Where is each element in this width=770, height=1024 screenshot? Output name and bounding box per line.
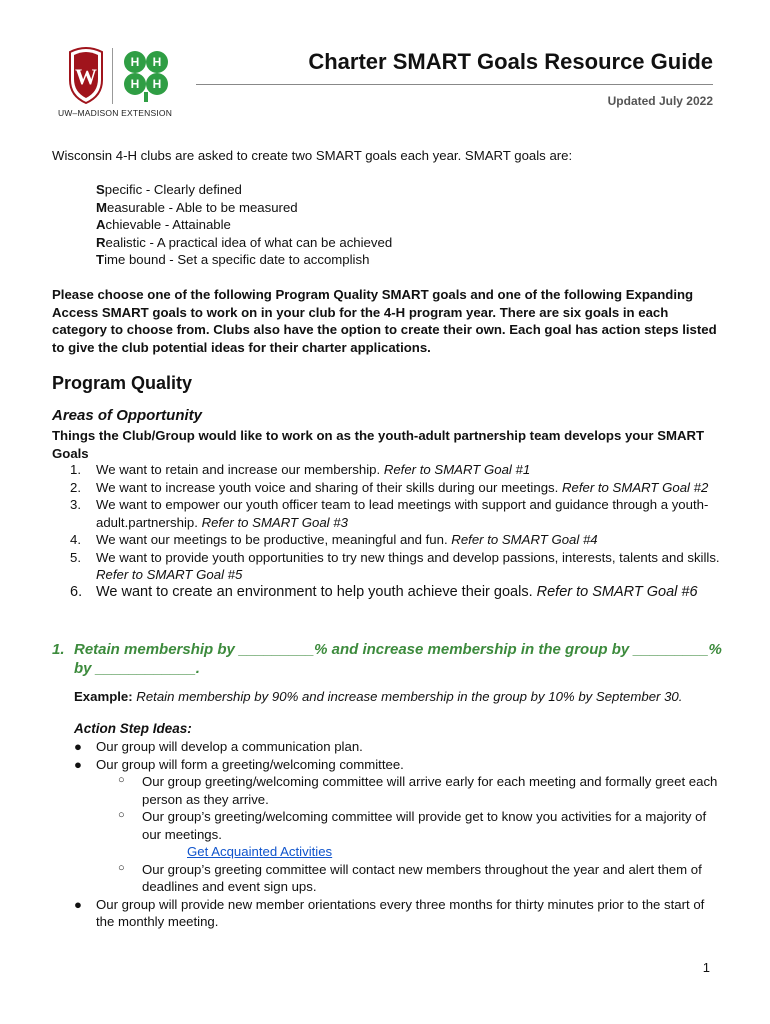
smart-item-time-bound: Time bound - Set a specific date to accomplish	[96, 252, 370, 267]
sub-bullet-icon: ○	[118, 861, 125, 874]
smart-item-specific: Specific - Clearly defined	[96, 182, 242, 197]
list-item: ○ Our group’s greeting committee will contact new members throughout the year and alert them of deadlines and event sign ups.	[118, 861, 702, 894]
page-number: 1	[702, 960, 710, 975]
list-item: 1. We want to retain and increase our membership. Refer to SMART Goal #1	[70, 462, 531, 477]
subsection-description: Things the Club/Group would like to work on as the youth-adult partnership team develops your SMART Goals	[52, 428, 705, 461]
svg-text:H: H	[130, 77, 140, 91]
svg-text:H: H	[152, 77, 162, 91]
updated-date: Updated July 2022	[607, 94, 713, 108]
action-steps-heading: Action Step Ideas:	[74, 721, 192, 736]
logo-divider	[112, 48, 113, 104]
list-item: ● Our group will develop a communication plan.	[74, 739, 363, 754]
bullet-icon: ●	[74, 896, 82, 912]
bullet-icon: ●	[74, 756, 82, 772]
smart-item-measurable: Measurable - Able to be measured	[96, 199, 298, 215]
goal-1-heading: 1. Retain membership by _________% and increase membership in the group by _________% by ____________.	[52, 641, 722, 677]
smart-definition-list	[96, 181, 392, 269]
uw-crest-icon	[66, 46, 106, 104]
svg-text:W: W	[75, 64, 97, 89]
smart-item-achievable: Achievable - Attainable	[96, 217, 231, 232]
logo-block	[58, 46, 178, 122]
subsection-heading: Areas of Opportunity	[52, 407, 203, 424]
action-steps-list	[52, 738, 722, 931]
sub-bullet-icon: ○	[118, 809, 125, 821]
list-item: ● Our group will provide new member orientations every three months for thirty minutes prior to the start of the monthly meeting.	[74, 896, 705, 929]
list-item: ○ Our group’s greeting/welcoming committee will provide get to know you activities for a majority of our meetings.	[118, 809, 707, 842]
svg-text:H: H	[130, 55, 140, 69]
title-divider	[196, 84, 713, 85]
goal-1-example: Example: Retain membership by 90% and increase membership in the group by 10% by September 30.	[74, 689, 683, 704]
sub-bullet-icon: ○	[118, 774, 125, 786]
smart-item-realistic: Realistic - A practical idea of what can be achieved	[96, 234, 393, 250]
section-heading: Program Quality	[52, 373, 193, 393]
list-item: ● Our group will form a greeting/welcoming committee.	[74, 756, 404, 772]
list-item: 2. We want to increase youth voice and sharing of their skills during our meetings. Refer to SMART Goal #2	[70, 479, 709, 495]
list-item: 5. We want to provide youth opportunities to try new things and develop passions, interests, talents and skills. Refer to SMART Goal #5	[70, 549, 720, 582]
intro-paragraph: Wisconsin 4-H clubs are asked to create two SMART goals each year. SMART goals are:	[52, 148, 573, 163]
logo-caption: UW–MADISON EXTENSION	[58, 108, 173, 118]
list-item: 3. We want to empower our youth officer team to lead meetings with support and guidance through a youth-adult.partnership. Refer to SMART Goal #3	[70, 497, 709, 530]
bullet-icon: ●	[74, 739, 82, 754]
opportunities-list	[52, 461, 722, 601]
4h-clover-icon	[120, 48, 172, 102]
list-item: 6. We want to create an environment to help youth achieve their goals. Refer to SMART Goal #6	[70, 583, 698, 600]
link-row	[52, 843, 722, 861]
instructions-paragraph: Please choose one of the following Program Quality SMART goals and one of the following Expanding Access SMART goals to work on in your club for the 4-H program year. There are six goals in each category to choose from. Clubs also have the option to create their own. Each goal has action steps listed to give the club potential ideas for their charter applications.	[52, 287, 717, 355]
list-item: ○ Our group greeting/welcoming committee will arrive early for each meeting and formally greet each person as they arrive.	[118, 774, 718, 807]
get-acquainted-activities-link[interactable]: Get Acquainted Activities	[187, 844, 333, 859]
page-title: Charter SMART Goals Resource Guide	[308, 49, 713, 74]
svg-text:H: H	[152, 55, 162, 69]
list-item: 4. We want our meetings to be productive, meaningful and fun. Refer to SMART Goal #4	[70, 532, 598, 547]
